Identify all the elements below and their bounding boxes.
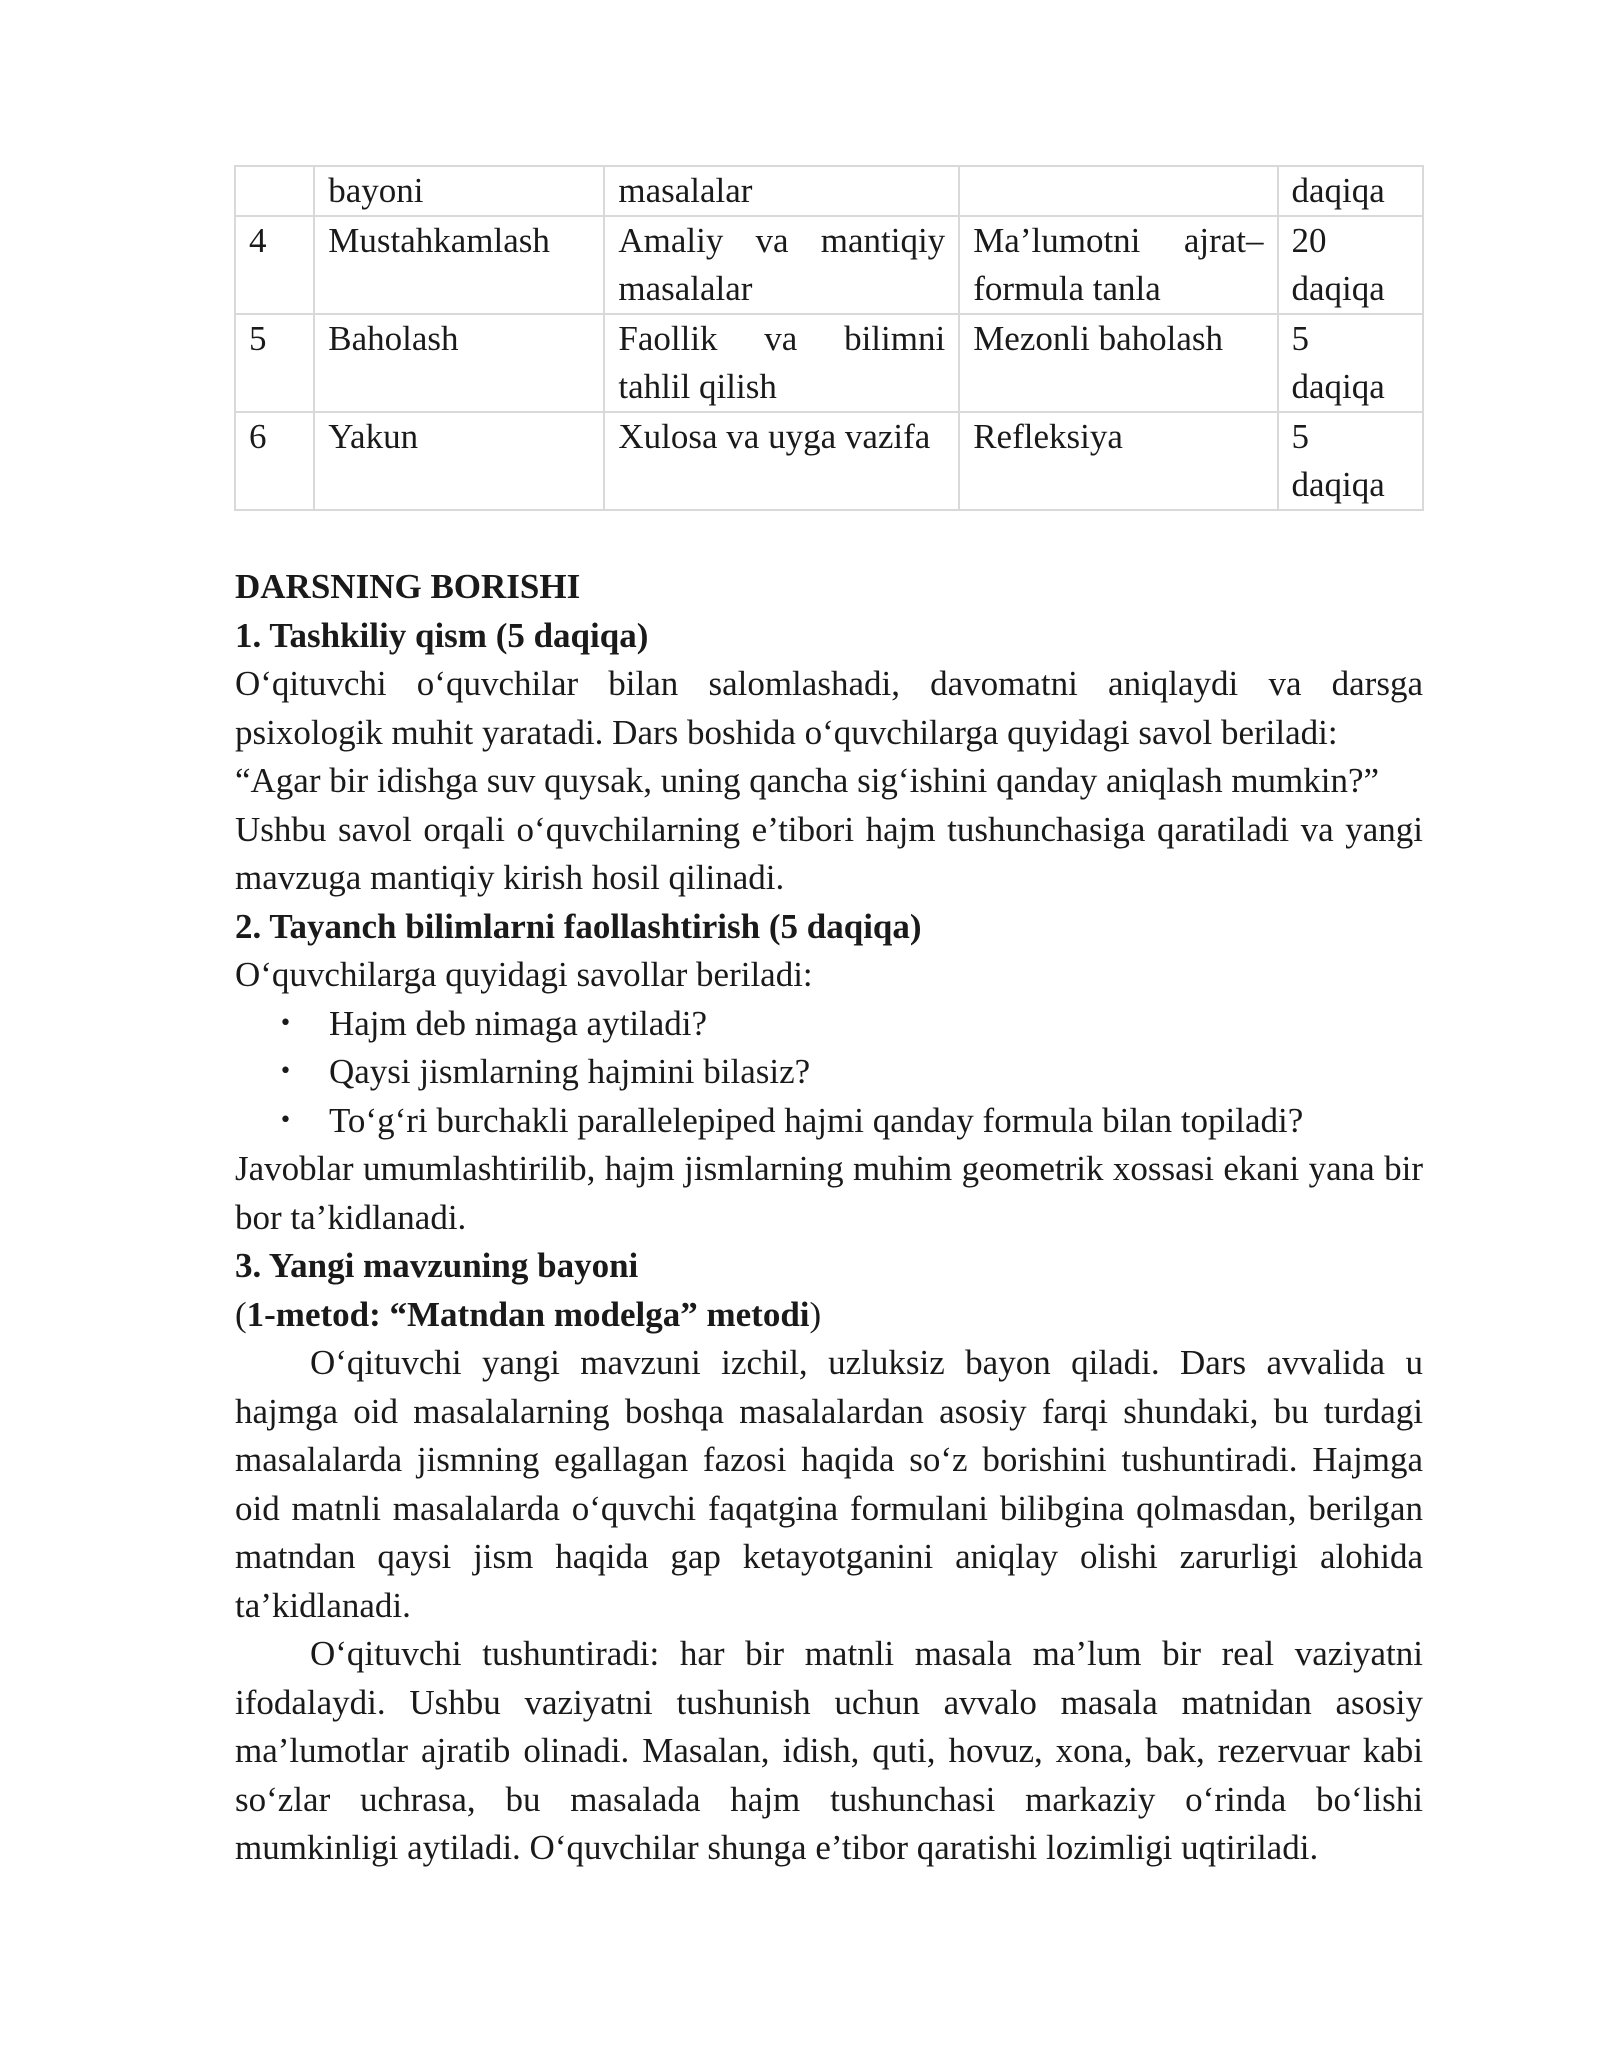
- lesson-plan-table: [234, 165, 1424, 511]
- method-cell: Xulosa va uyga vazifa: [604, 412, 959, 510]
- section-title: DARSNING BORISHI: [235, 567, 581, 606]
- method-name: 1-metod: “Matndan modelga” metodi: [246, 1294, 810, 1334]
- row-number: 6: [235, 412, 314, 510]
- table-row: [235, 412, 1423, 510]
- question-text: Hajm deb nimaga aytiladi?: [329, 1003, 708, 1043]
- part2-intro: O‘quvchilarga quyidagi savollar beriladi:: [235, 955, 813, 994]
- bullet-icon: •: [279, 1010, 292, 1036]
- row-number: 5: [235, 314, 314, 412]
- time-cell: daqiqa: [1278, 166, 1424, 216]
- part1-heading: 1. Tashkiliy qism (5 daqiqa): [235, 615, 649, 655]
- row-number: [235, 166, 314, 216]
- method-cell: Faollik va bilimni tahlil qilish: [604, 314, 959, 412]
- technique-cell: Ma’lumotni ajrat–formula tanla: [959, 216, 1277, 314]
- question-text: To‘g‘ri burchakli parallelepiped hajmi qanday formula bilan topiladi?: [329, 1100, 1304, 1140]
- part3-paragraph: O‘qituvchi yangi mavzuni izchil, uzluksiz bayon qiladi. Dars avvalida u hajmga oid masalalarning boshqa masalalardan asosiy farqi shundaki, bu turdagi masalalarda jismning egallagan fazosi haqida so‘z borishini tushuntiradi. Hajmga oid matnli masalalarda o‘quvchi faqatgina formulani bilibgina qolmasdan, berilgan matndan qaysi jism haqida gap ketayotganini aniqlay olishi zarurligi alohida ta’kidlanadi.: [235, 1343, 1423, 1625]
- part3-heading: 3. Yangi mavzuning bayoni: [235, 1246, 639, 1285]
- stage-cell: Yakun: [314, 412, 604, 510]
- document-page: [235, 165, 1423, 1873]
- method-cell: masalalar: [604, 166, 959, 216]
- time-cell: 20 daqiqa: [1278, 216, 1424, 314]
- technique-cell: [959, 166, 1277, 216]
- time-cell: 5 daqiqa: [1278, 412, 1424, 510]
- question-list: [235, 1000, 1423, 1146]
- method-close-paren: ): [809, 1294, 822, 1334]
- method-cell: Amaliy va mantiqiy masalalar: [604, 216, 959, 314]
- table-row: [235, 166, 1423, 216]
- method-open-paren: (: [235, 1294, 247, 1334]
- method-title: [235, 1291, 1423, 1340]
- part1-paragraph: O‘qituvchi o‘quvchilar bilan salomlashadi, davomatni aniqlaydi va darsga psixologik muhit yaratadi. Dars boshida o‘quvchilarga quyidagi savol beriladi:: [235, 664, 1423, 752]
- part3-paragraph-2: O‘qituvchi tushuntiradi: har bir matnli masala ma’lum bir real vaziyatni ifodalaydi. Ushbu vaziyatni tushunish uchun avvalo masala matnidan asosiy ma’lumotlar ajratib olinadi. Masalan, idish, quti, hovuz, xona, bak, rezervuar kabi so‘zlar uchrasa, bu masalada hajm tushunchasi markaziy o‘rinda bo‘lishi mumkinligi aytiladi. O‘quvchilar shunga e’tibor qaratishi lozimligi uqtiriladi.: [235, 1634, 1423, 1867]
- technique-cell: Mezonli baholash: [959, 314, 1277, 412]
- technique-cell: Refleksiya: [959, 412, 1277, 510]
- question-text: Qaysi jismlarning hajmini bilasiz?: [329, 1052, 811, 1091]
- bullet-icon: •: [279, 1107, 292, 1133]
- table-row: [235, 314, 1423, 412]
- list-item: [235, 1097, 1423, 1146]
- part2-heading: 2. Tayanch bilimlarni faollashtirish (5 daqiqa): [235, 906, 922, 946]
- time-cell: 5 daqiqa: [1278, 314, 1424, 412]
- list-item: [235, 1000, 1423, 1049]
- part1-paragraph-2: Ushbu savol orqali o‘quvchilarning e’tibori hajm tushunchasiga qaratiladi va yangi mavzuga mantiqiy kirish hosil qilinadi.: [235, 809, 1423, 897]
- part1-quote: “Agar bir idishga suv quysak, uning qancha sig‘ishini qanday aniqlash mumkin?”: [235, 761, 1380, 800]
- lesson-body: [235, 563, 1423, 1873]
- table-row: [235, 216, 1423, 314]
- bullet-icon: •: [279, 1059, 292, 1084]
- list-item: [235, 1048, 1423, 1097]
- stage-cell: Baholash: [314, 314, 604, 412]
- stage-cell: bayoni: [314, 166, 604, 216]
- row-number: 4: [235, 216, 314, 314]
- part2-conclusion: Javoblar umumlashtirilib, hajm jismlarning muhim geometrik xossasi ekani yana bir bor ta’kidlanadi.: [235, 1149, 1423, 1237]
- stage-cell: Mustahkamlash: [314, 216, 604, 314]
